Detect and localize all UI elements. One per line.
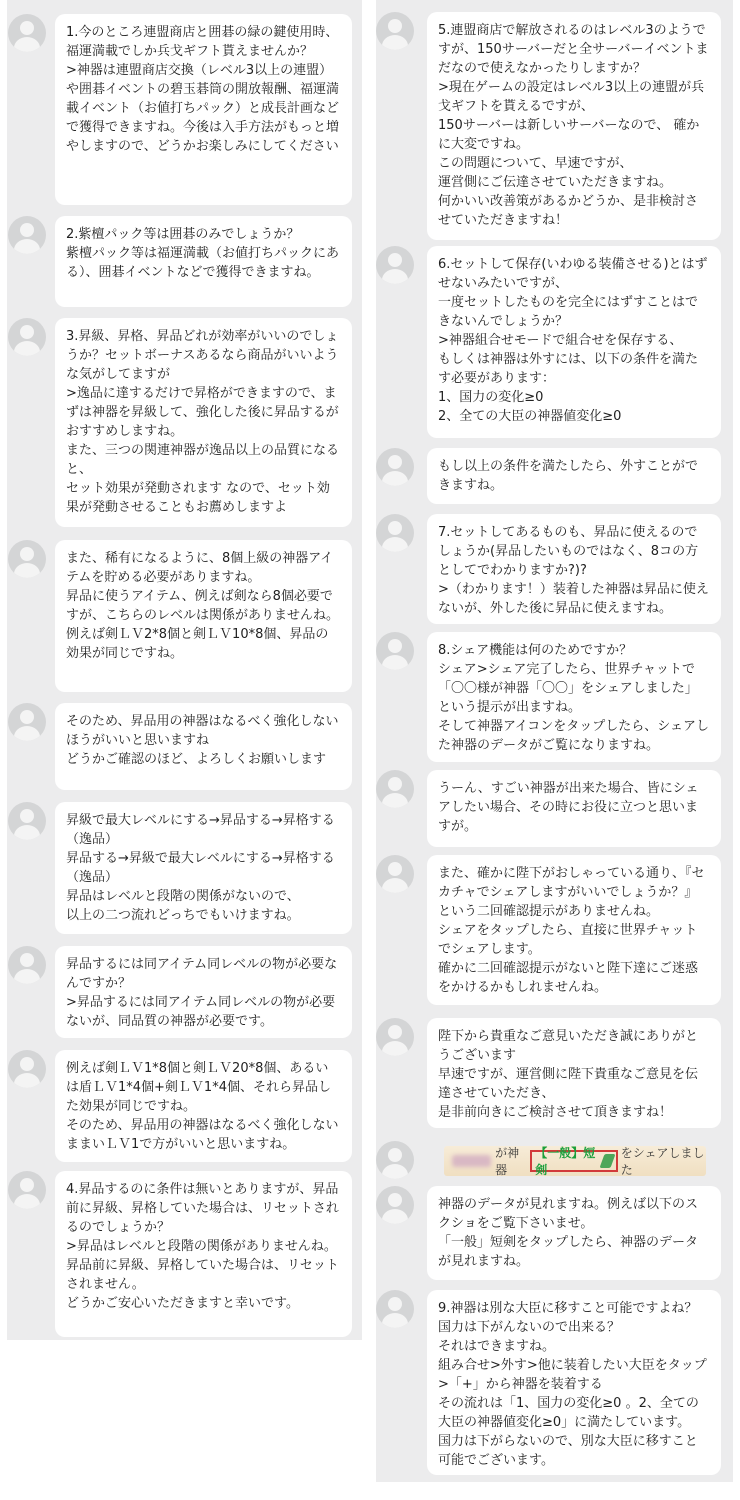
message-bubble: 1.今のところ連盟商店と囲碁の緑の鍵使用時、福運満載でしか兵戈ギフト貰えませんか？ >神器は連盟商店交換（レベル3以上の連盟）や囲碁イベントの碧玉碁筒の開放報酬、福運満載イベント（お値打ちパック）と成長計画などで獲得できますね。今後は入手方法がもっと増やしますので、どうかお楽しみにしてください [55, 14, 352, 205]
shared-item-label: 【一般】短剣 [535, 1146, 596, 1177]
message-bubble: 9.神器は別な大臣に移すこと可能ですよね？ 国力は下がんないので出来る？ それはできますね。 組み合せ>外す>他に装着したい大臣をタップ>「+」から神器を装着する その流れは「1、国力の変化≥0 。2、全ての大臣の神器値変化≥0」に満たしています。 国力は下がらないので、別な大臣に移すこと可能でございます。 [427, 1290, 721, 1475]
message-bubble: もし以上の条件を満たしたら、外すことができますね。 [427, 448, 721, 504]
message-bubble: 3.昇級、昇格、昇品どれが効率がいいのでしょうか？セットボーナスあるなら商品がいいような気がしてますが >逸品に達するだけで昇格ができますので、まずは神器を昇級して、強化した後に昇品するがおすすめしますね。 また、三つの関連神器が逸品以上の品質になると、 セット効果が発動されます なので、セット効果が発動させることもお薦めしますよ [55, 318, 352, 527]
shared-item-link[interactable] [530, 1146, 617, 1177]
message-bubble: 2.紫檀パック等は囲碁のみでしょうか？ 紫檀パック等は福運満載（お値打ちパックにある）、囲碁イベントなどで獲得できますね。 [55, 216, 352, 307]
message-bubble: 6.セットして保存(いわゆる装備させる)とはずせないみたいですが、 一度セットしたものを完全にはずすことはできないんでしょうか？ >神器組合せモードで組合せを保存する、 もしくは神器は外すには、以下の条件を満たす必要があります： 1、国力の変化≥0 2、全ての大臣の神器値変化≥0 [427, 246, 721, 438]
message-bubble: また、確かに陛下がおしゃっている通り、『セカチャでシェアしますがいいでしょうか？』という二回確認提示がありませんね。 シェアをタップしたら、直接に世界チャットでシェアします。 確かに二回確認提示がないと陛下達にご迷惑をかけるかもしれませんね。 [427, 855, 721, 1005]
blurred-username [452, 1155, 491, 1167]
message-bubble: うーん、すごい神器が出来た場合、皆にシェアしたい場合、その時にお役に立つと思いますが。 [427, 770, 721, 847]
message-bubble: そのため、昇品用の神器はなるべく強化しないほうがいいと思いますね どうかご確認のほど、よろしくお願いします [55, 703, 352, 790]
user-avatar[interactable] [8, 802, 46, 840]
chat-column-right [376, 0, 733, 1482]
message-bubble: また、稀有になるように、8個上級の神器アイテムを貯める必要がありますね。 昇品に使うアイテム、例えば剣なら8個必要ですが、こちらのレベルは関係がありませんね。 例えば剣ＬＶ2*8個と剣ＬＶ10*8個、昇品の効果が同じですね。 [55, 540, 352, 692]
user-avatar[interactable] [376, 1141, 414, 1179]
chat-column-left [7, 0, 362, 1340]
dagger-icon [600, 1154, 616, 1168]
message-bubble: 7.セットしてあるものも、昇品に使えるのでしょうか(昇品したいものではなく、8コの方としてでわかりますか?)? >（わかります！）装着した神器は昇品に使えないが、外した後に昇品に使えますね。 [427, 514, 721, 624]
message-bubble: 昇品するには同アイテム同レベルの物が必要なんですか？ >昇品するには同アイテム同レベルの物が必要ないが、同品質の神器が必要です。 [55, 946, 352, 1038]
message-bubble: 8.シェア機能は何のためですか？ シェア>シェア完了したら、世界チャットで「〇〇様が神器「〇〇」をシェアしました」という提示が出ますね。 そして神器アイコンをタップしたら、シェアした神器のデータがご覧になりますね。 [427, 632, 721, 762]
message-bubble: 陛下から貴重なご意見いただき誠にありがとうございます 早速ですが、運営側に陛下貴重なご意見を伝達させていただき、 是非前向きにご検討させて頂きますね！ [427, 1018, 721, 1128]
user-avatar[interactable] [8, 703, 46, 741]
user-avatar[interactable] [8, 216, 46, 254]
share-notice-post: をシェアしました [620, 1146, 705, 1177]
user-avatar[interactable] [376, 855, 414, 893]
user-avatar[interactable] [376, 1018, 414, 1056]
user-avatar[interactable] [376, 12, 414, 50]
message-bubble: 5.連盟商店で解放されるのはレベル3のようですが、150サーバーだと全サーバーイベントまだなので使えなかったりしますか？ >現在ゲームの設定はレベル3以上の連盟が兵戈ギフトを貰えるですが、 150サーバーは新しいサーバーなので、 確かに大変ですね。 この問題について、早速ですが、 運営側にご伝達させていただきますね。 何かいい改善策があるかどうか、是非検討させていただきますね！ [427, 12, 721, 240]
user-avatar[interactable] [8, 14, 46, 52]
user-avatar[interactable] [376, 1186, 414, 1224]
user-avatar[interactable] [376, 770, 414, 808]
user-avatar[interactable] [376, 1290, 414, 1328]
user-avatar[interactable] [8, 1050, 46, 1088]
user-avatar[interactable] [376, 246, 414, 284]
user-avatar[interactable] [8, 318, 46, 356]
message-bubble: 例えば剣ＬＶ1*8個と剣ＬＶ20*8個、あるいは盾ＬＶ1*4個+剣ＬＶ1*4個、それら昇品した効果が同じですね。 そのため、昇品用の神器はなるべく強化しないままいＬＶ1で方がいいと思いますね。 [55, 1050, 352, 1162]
user-avatar[interactable] [376, 632, 414, 670]
user-avatar[interactable] [8, 1171, 46, 1209]
share-notice-banner [444, 1146, 706, 1176]
message-bubble: 4.昇品するのに条件は無いとありますが、昇品前に昇級、昇格していた場合は、リセットされるのでしょうか？ >昇品はレベルと段階の関係がありませんね。 昇品前に昇級、昇格していた場合は、リセットされません。 どうかご安心いただきますと幸いです。 [55, 1171, 352, 1337]
user-avatar[interactable] [376, 514, 414, 552]
share-notice-pre: が神器 [495, 1146, 520, 1177]
message-bubble: 昇級で最大レベルにする→昇品する→昇格する（逸品） 昇品する→昇級で最大レベルにする→昇格する（逸品） 昇品はレベルと段階の関係がないので、 以上の二つ流れどっちでもいけますね。 [55, 802, 352, 934]
user-avatar[interactable] [376, 448, 414, 486]
user-avatar[interactable] [8, 946, 46, 984]
user-avatar[interactable] [8, 540, 46, 578]
message-bubble: 神器のデータが見れますね。例えば以下のスクショをご覧下さいませ。 「一般」短剣をタップしたら、神器のデータが見れますね。 [427, 1186, 721, 1280]
